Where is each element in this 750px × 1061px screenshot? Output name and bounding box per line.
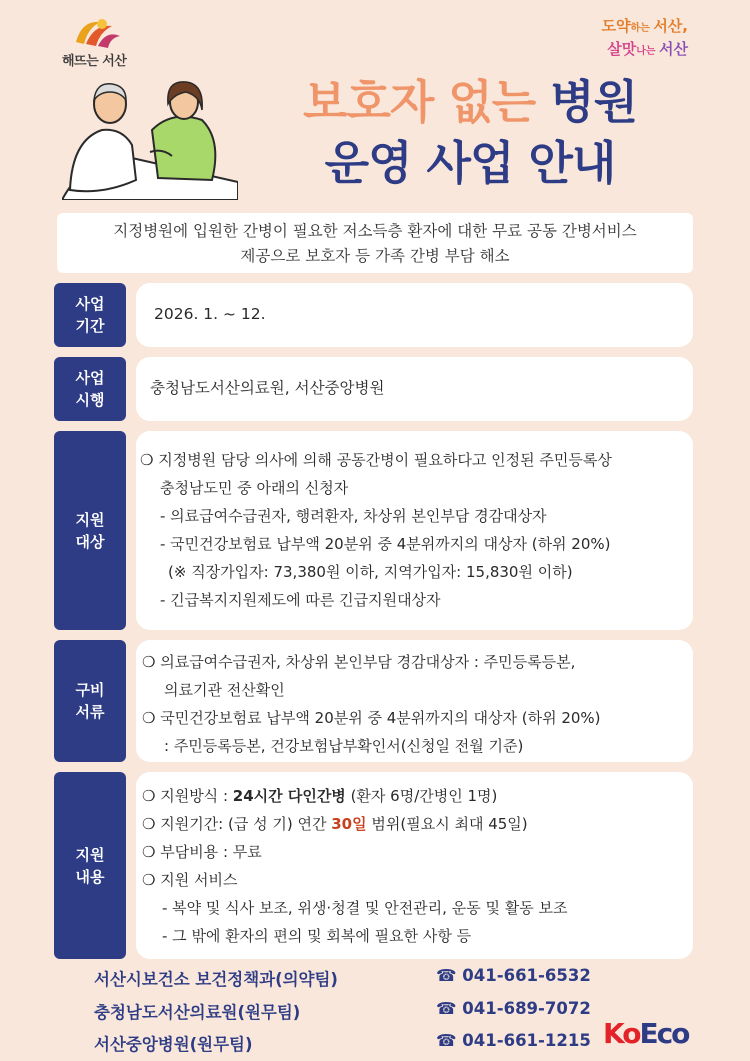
target-label: 지원 대상 <box>54 431 126 630</box>
contact-phone[interactable]: ☎ 041-661-6532 <box>436 966 591 985</box>
period-label: 사업 기간 <box>54 283 126 347</box>
support-label: 지원 내용 <box>54 772 126 959</box>
documents-content: ❍ 의료급여수급권자, 차상위 본인부담 경감대상자 : 주민등록등본, 의료기관 전산확인 ❍ 국민건강보험료 납부액 20분위 중 4분위까지의 대상자 (하위 20%) : 주민등록등본, 건강보험납부확인서(신청일 전월 기준) <box>136 640 693 762</box>
sun-logo-icon <box>72 14 122 50</box>
intro-line1: 지정병원에 입원한 간병이 필요한 저소득층 환자에 대한 무료 공동 간병서비스 <box>113 222 637 240</box>
caregiver-illustration <box>62 70 238 200</box>
title-line1-navy: 병원 <box>550 75 638 129</box>
city-logo-text: 해뜨는 서산 <box>62 54 127 69</box>
target-content: ❍ 지정병원 담당 의사에 의해 공동간병이 필요하다고 인정된 주민등록상 충청남도민 중 아래의 신청자 - 의료급여수급권자, 행려환자, 차상위 본인부담 경감대상자 - 국민건강보험료 납부액 20분위 중 4분위까지의 대상자 (하위 20%) (※ 직장가입자: 73,380원 이하, 지역가입자: 15,830원 이하) - 긴급복지지원제도에 따른 긴급지원대상자 <box>136 431 693 630</box>
period-content <box>136 283 693 347</box>
title-line1-orange: 보호자 없는 <box>302 75 551 129</box>
koeco-logo: KoEco <box>603 1017 689 1050</box>
contact-org: 서산중앙병원(원무팀) <box>94 1035 253 1054</box>
contact-phone[interactable]: ☎ 041-689-7072 <box>436 999 591 1018</box>
hospital-text: 충청남도서산의료원, 서산중앙병원 <box>150 379 385 397</box>
contact-org: 충청남도서산의료원(원무팀) <box>94 1003 301 1022</box>
documents-label: 구비 서류 <box>54 640 126 762</box>
contact-row <box>94 966 714 996</box>
hospital-content <box>136 357 693 421</box>
hospital-label: 사업 시행 <box>54 357 126 421</box>
contact-phone[interactable]: ☎ 041-661-1215 <box>436 1031 591 1050</box>
city-logo <box>60 12 150 72</box>
intro-line2: 제공으로 보호자 등 가족 간병 부담 해소 <box>240 247 510 265</box>
support-content: ❍ 지원방식 : 24시간 다인간병 (환자 6명/간병인 1명) ❍ 지원기간: (급 성 기) 연간 30일 범위(필요시 최대 45일) ❍ 부담비용 : 무료 ❍ 지원 서비스 - 복약 및 식사 보조, 위생·청결 및 안전관리, 운동 및 활동 보조 - 그 밖에 환자의 편의 및 회복에 필요한 사항 등 <box>136 772 693 959</box>
intro-box <box>57 213 693 273</box>
city-slogan: 도약하는 서산, 살맛나는 서산 <box>601 17 688 58</box>
contact-org: 서산시보건소 보건정책과(의약팀) <box>94 970 338 989</box>
page-title <box>250 72 690 194</box>
period-text: 2026. 1. ~ 12. <box>154 305 266 323</box>
title-line2: 운영 사업 안내 <box>324 136 616 190</box>
